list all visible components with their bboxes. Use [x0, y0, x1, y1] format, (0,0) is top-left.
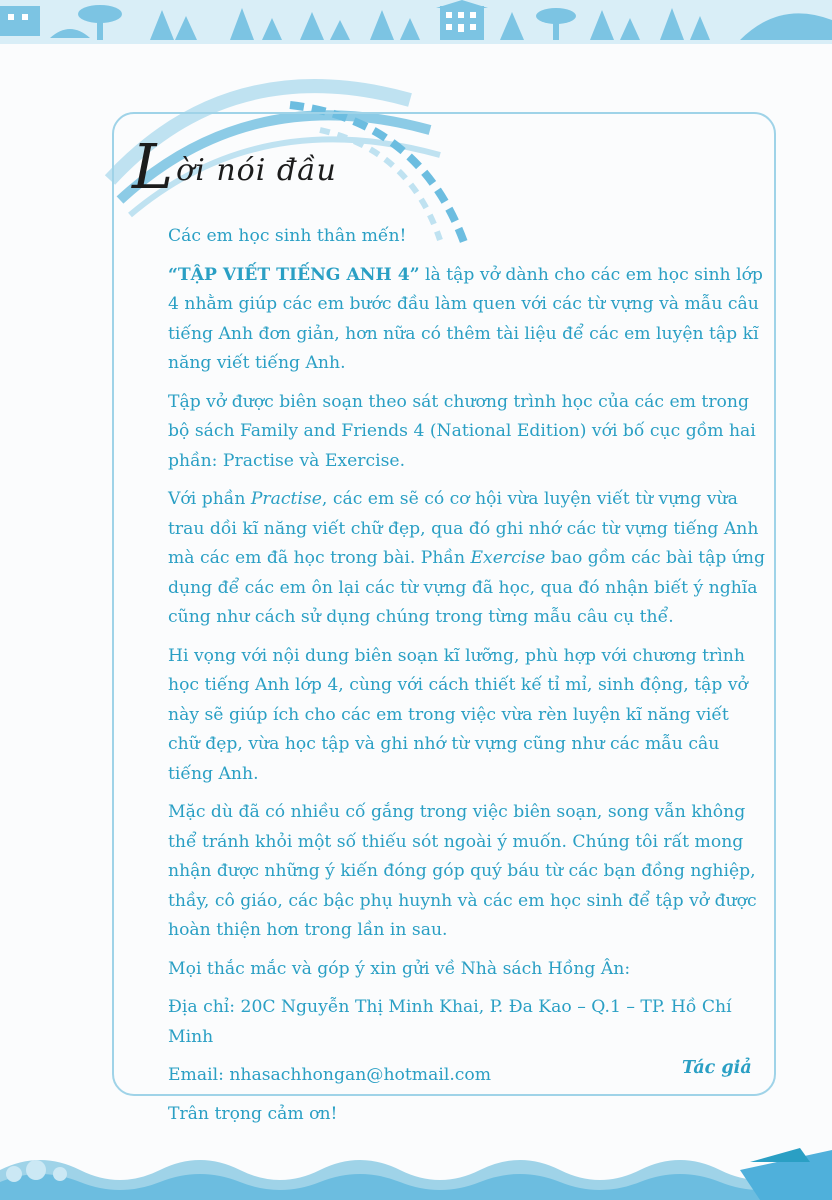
- title-rest: ời nói đầu: [176, 153, 337, 188]
- book-title: “TẬP VIẾT TIẾNG ANH 4”: [168, 264, 420, 285]
- bottom-decorative-band: [0, 1140, 832, 1200]
- contact-thanks: Trân trọng cảm ơn!: [168, 1103, 338, 1124]
- paragraph-1: [168, 261, 766, 379]
- paragraph-2: Tập vở được biên soạn theo sát chương trình học của các em trong bộ sách Family and Friends 4 (National Edition) với bố cục gồm hai phần: Practise và Exercise.: [168, 391, 756, 471]
- title-initial: L: [132, 130, 175, 203]
- paragraph-5: Mặc dù đã có nhiều cố gắng trong việc biên soạn, song vẫn không thể tránh khỏi một số thiếu sót ngoài ý muốn. Chúng tôi rất mong nhận được những ý kiến đóng góp quý báu từ các bạn đồng nghiệp, thầy, cô giáo, các bậc phụ huynh và các em học sinh để tập vở được hoàn thiện hơn trong lần in sau.: [168, 802, 757, 940]
- contact-intro: Mọi thắc mắc và góp ý xin gửi về Nhà sách Hồng Ân:: [168, 958, 631, 979]
- paragraph-3-part-a: Với phần: [168, 489, 251, 509]
- greeting: Các em học sinh thân mến!: [168, 226, 407, 246]
- contact-address: Địa chỉ: 20C Nguyễn Thị Minh Khai, P. Đa Kao – Q.1 – TP. Hồ Chí Minh: [168, 997, 732, 1047]
- paragraph-3-part-b: , các em sẽ có cơ hội vừa luyện viết từ vựng vừa trau dồi kĩ năng viết chữ đẹp, qua đó ghi nhớ các từ vựng tiếng Anh mà các em đã học trong bài. Phần: [168, 489, 759, 568]
- paragraph-1-text: là tập vở dành cho các em học sinh lớp 4 nhằm giúp các em bước đầu làm quen với các từ vựng và mẫu câu tiếng Anh đơn giản, hơn nữa có thêm tài liệu để các em luyện tập kĩ năng viết tiếng Anh.: [168, 264, 763, 373]
- top-decorative-band: [0, 0, 832, 44]
- contact-block: [168, 955, 766, 1130]
- preface-body: [168, 222, 766, 1138]
- exercise-term: Exercise: [470, 548, 546, 568]
- practise-term: Practise: [250, 489, 322, 509]
- paragraph-3: [168, 485, 766, 633]
- page-title: [132, 130, 337, 203]
- paragraph-3-part-c: bao gồm các bài tập ứng dụng để các em ôn lại các từ vựng đã học, qua đó nhận biết ý nghĩa cũng như cách sử dụng chúng trong từng mẫu câu cụ thể.: [168, 548, 766, 627]
- contact-email: Email: nhasachhongan@hotmail.com: [168, 1065, 492, 1085]
- author-signature: Tác giả: [682, 1058, 752, 1078]
- paragraph-4: Hi vọng với nội dung biên soạn kĩ lưỡng, phù hợp với chương trình học tiếng Anh lớp 4, cùng với cách thiết kế tỉ mỉ, sinh động, tập vở này sẽ giúp ích cho các em trong việc vừa rèn luyện kĩ năng viết chữ đẹp, vừa học tập và ghi nhớ từ vựng cũng như các mẫu câu tiếng Anh.: [168, 645, 748, 784]
